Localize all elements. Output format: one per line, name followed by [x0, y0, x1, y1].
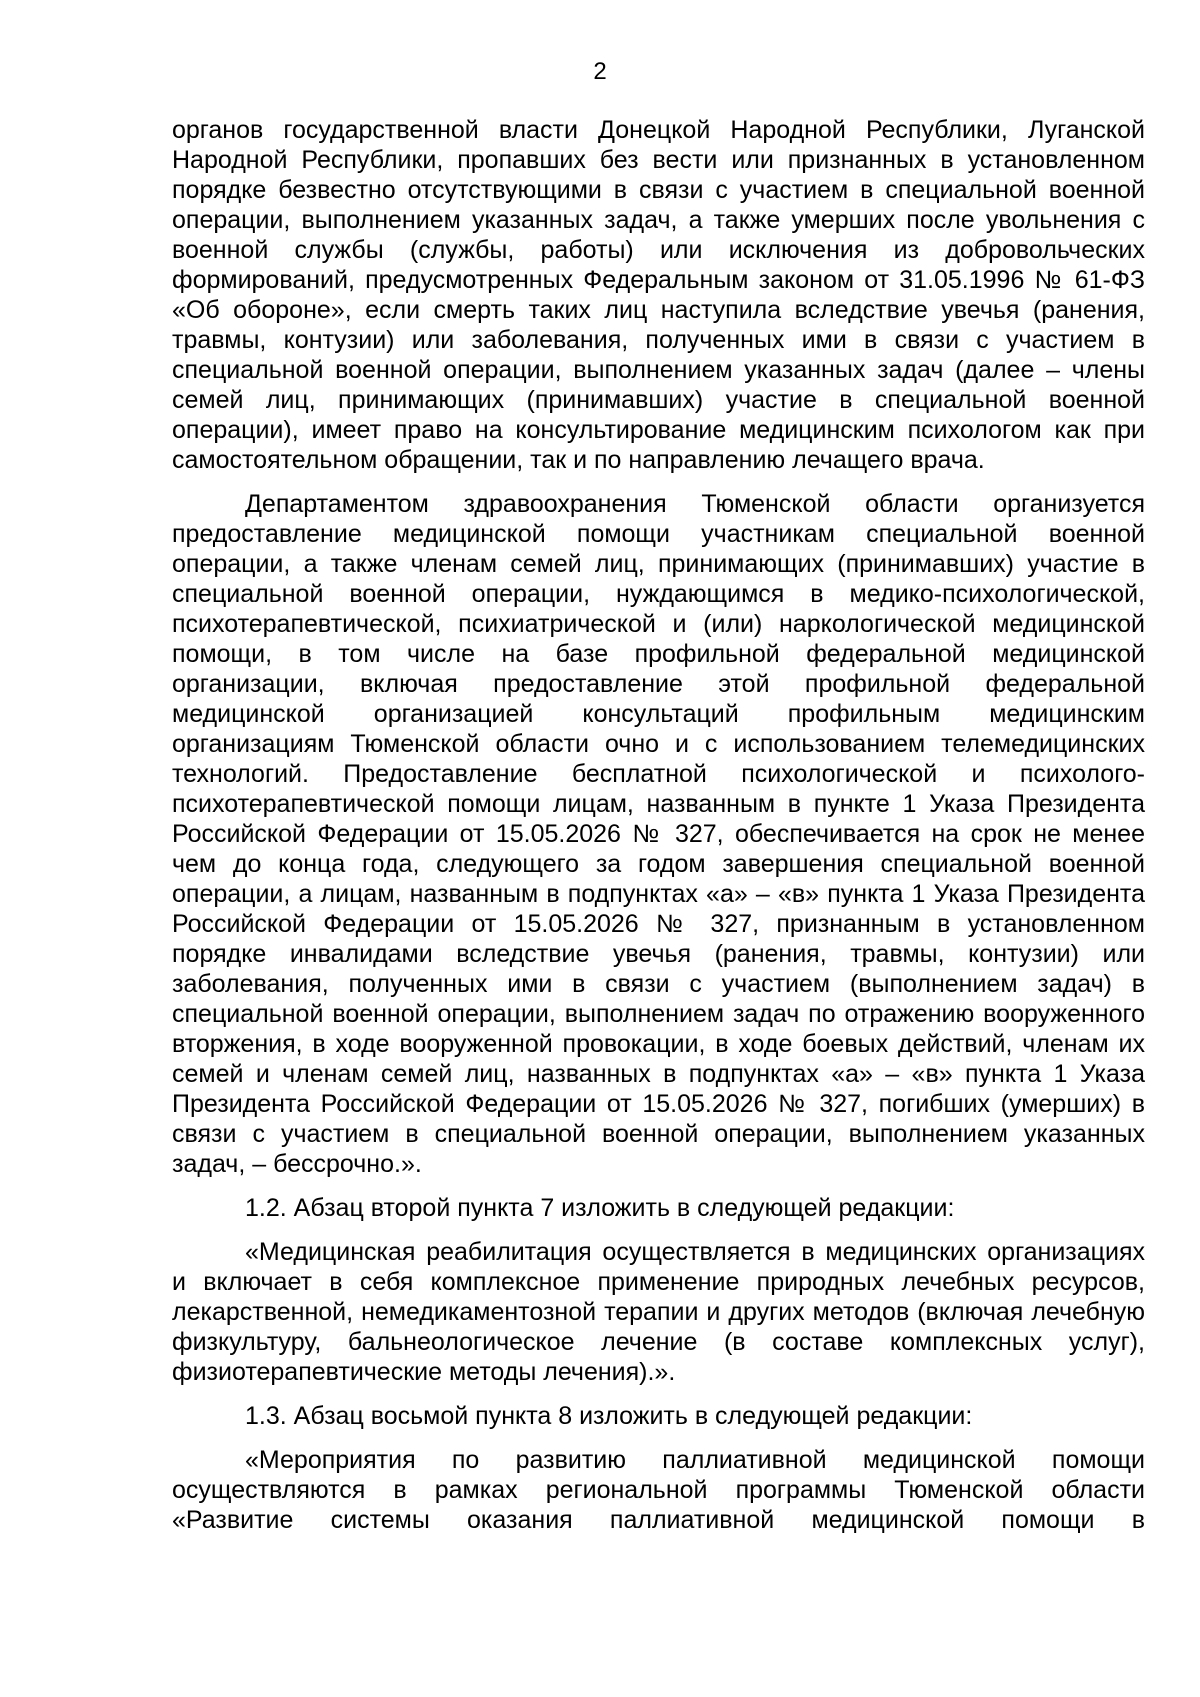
- paragraph-amendment-1-3: 1.3. Абзац восьмой пункта 8 изложить в следующей редакции:: [245, 1402, 973, 1430]
- paragraph-medical-rehabilitation: «Медицинская реабилитация осуществляется в медицинских организациях и включает в себя комплексное применение природных лечебных ресурсов, лекарственной, немедикаментозной терапии и других методов (включая лечебную физкультуру, бальнеологическое лечение (в составе комплексных услуг), физиотерапевтические методы лечения).».: [172, 1238, 1145, 1386]
- page-number: 2: [593, 58, 607, 85]
- document-body: [172, 115, 1145, 1549]
- paragraph-department-organizes: Департаментом здравоохранения Тюменской области организуется предоставление медицинской помощи участникам специальной военной операции, а также членам семей лиц, принимающих (принимавших) участие в специальной военной операции, нуждающимся в медико-психологической, психотерапевтической, психиатрической и (или) наркологической медицинской помощи, в том числе на базе профильной федеральной медицинской организации, включая предоставление этой профильной федеральной медицинской организацией консультаций профильным медицинским организациям Тюменской области очно и с использованием телемедицинских технологий. Предоставление бесплатной психологической и психолого-психотерапевтической помощи лицам, названным в пункте 1 Указа Президента Российской Федерации от 15.05.2026 № 327, обеспечивается на срок не менее чем до конца года, следующего за годом завершения специальной военной операции, а лицам, названным в подпунктах «а» – «в» пункта 1 Указа Президента Российской Федерации от 15.05.2026 № 327, признанным в установленном порядке инвалидами вследствие увечья (ранения, травмы, контузии) или заболевания, полученных ими в связи с участием (выполнением задач) в специальной военной операции, выполнением задач по отражению вооруженного вторжения, в ходе вооруженной провокации, в ходе боевых действий, членам их семей и членам семей лиц, названных в подпунктах «а» – «в» пункта 1 Указа Президента Российской Федерации от 15.05.2026 № 327, погибших (умерших) в связи с участием в специальной военной операции, выполнением указанных задач, – бессрочно.».: [172, 490, 1145, 1178]
- paragraph-amendment-1-2: 1.2. Абзац второй пункта 7 изложить в следующей редакции:: [245, 1194, 955, 1222]
- paragraph-continuation: органов государственной власти Донецкой Народной Республики, Луганской Народной Республики, пропавших без вести или признанных в установленном порядке безвестно отсутствующими в связи с участием в специальной военной операции, выполнением указанных задач, а также умерших после увольнения с военной службы (службы, работы) или исключения из добровольческих формирований, предусмотренных Федеральным законом от 31.05.1996 № 61-ФЗ «Об обороне», если смерть таких лиц наступила вследствие увечья (ранения, травмы, контузии) или заболевания, полученных ими в связи с участием в специальной военной операции, выполнением указанных задач (далее – члены семей лиц, принимающих (принимавших) участие в специальной военной операции), имеет право на консультирование медицинским психологом как при самостоятельном обращении, так и по направлению лечащего врача.: [172, 116, 1145, 474]
- paragraph-palliative-care: «Мероприятия по развитию паллиативной медицинской помощи осуществляются в рамках региональной программы Тюменской области «Развитие системы оказания паллиативной медицинской помощи в: [172, 1446, 1145, 1534]
